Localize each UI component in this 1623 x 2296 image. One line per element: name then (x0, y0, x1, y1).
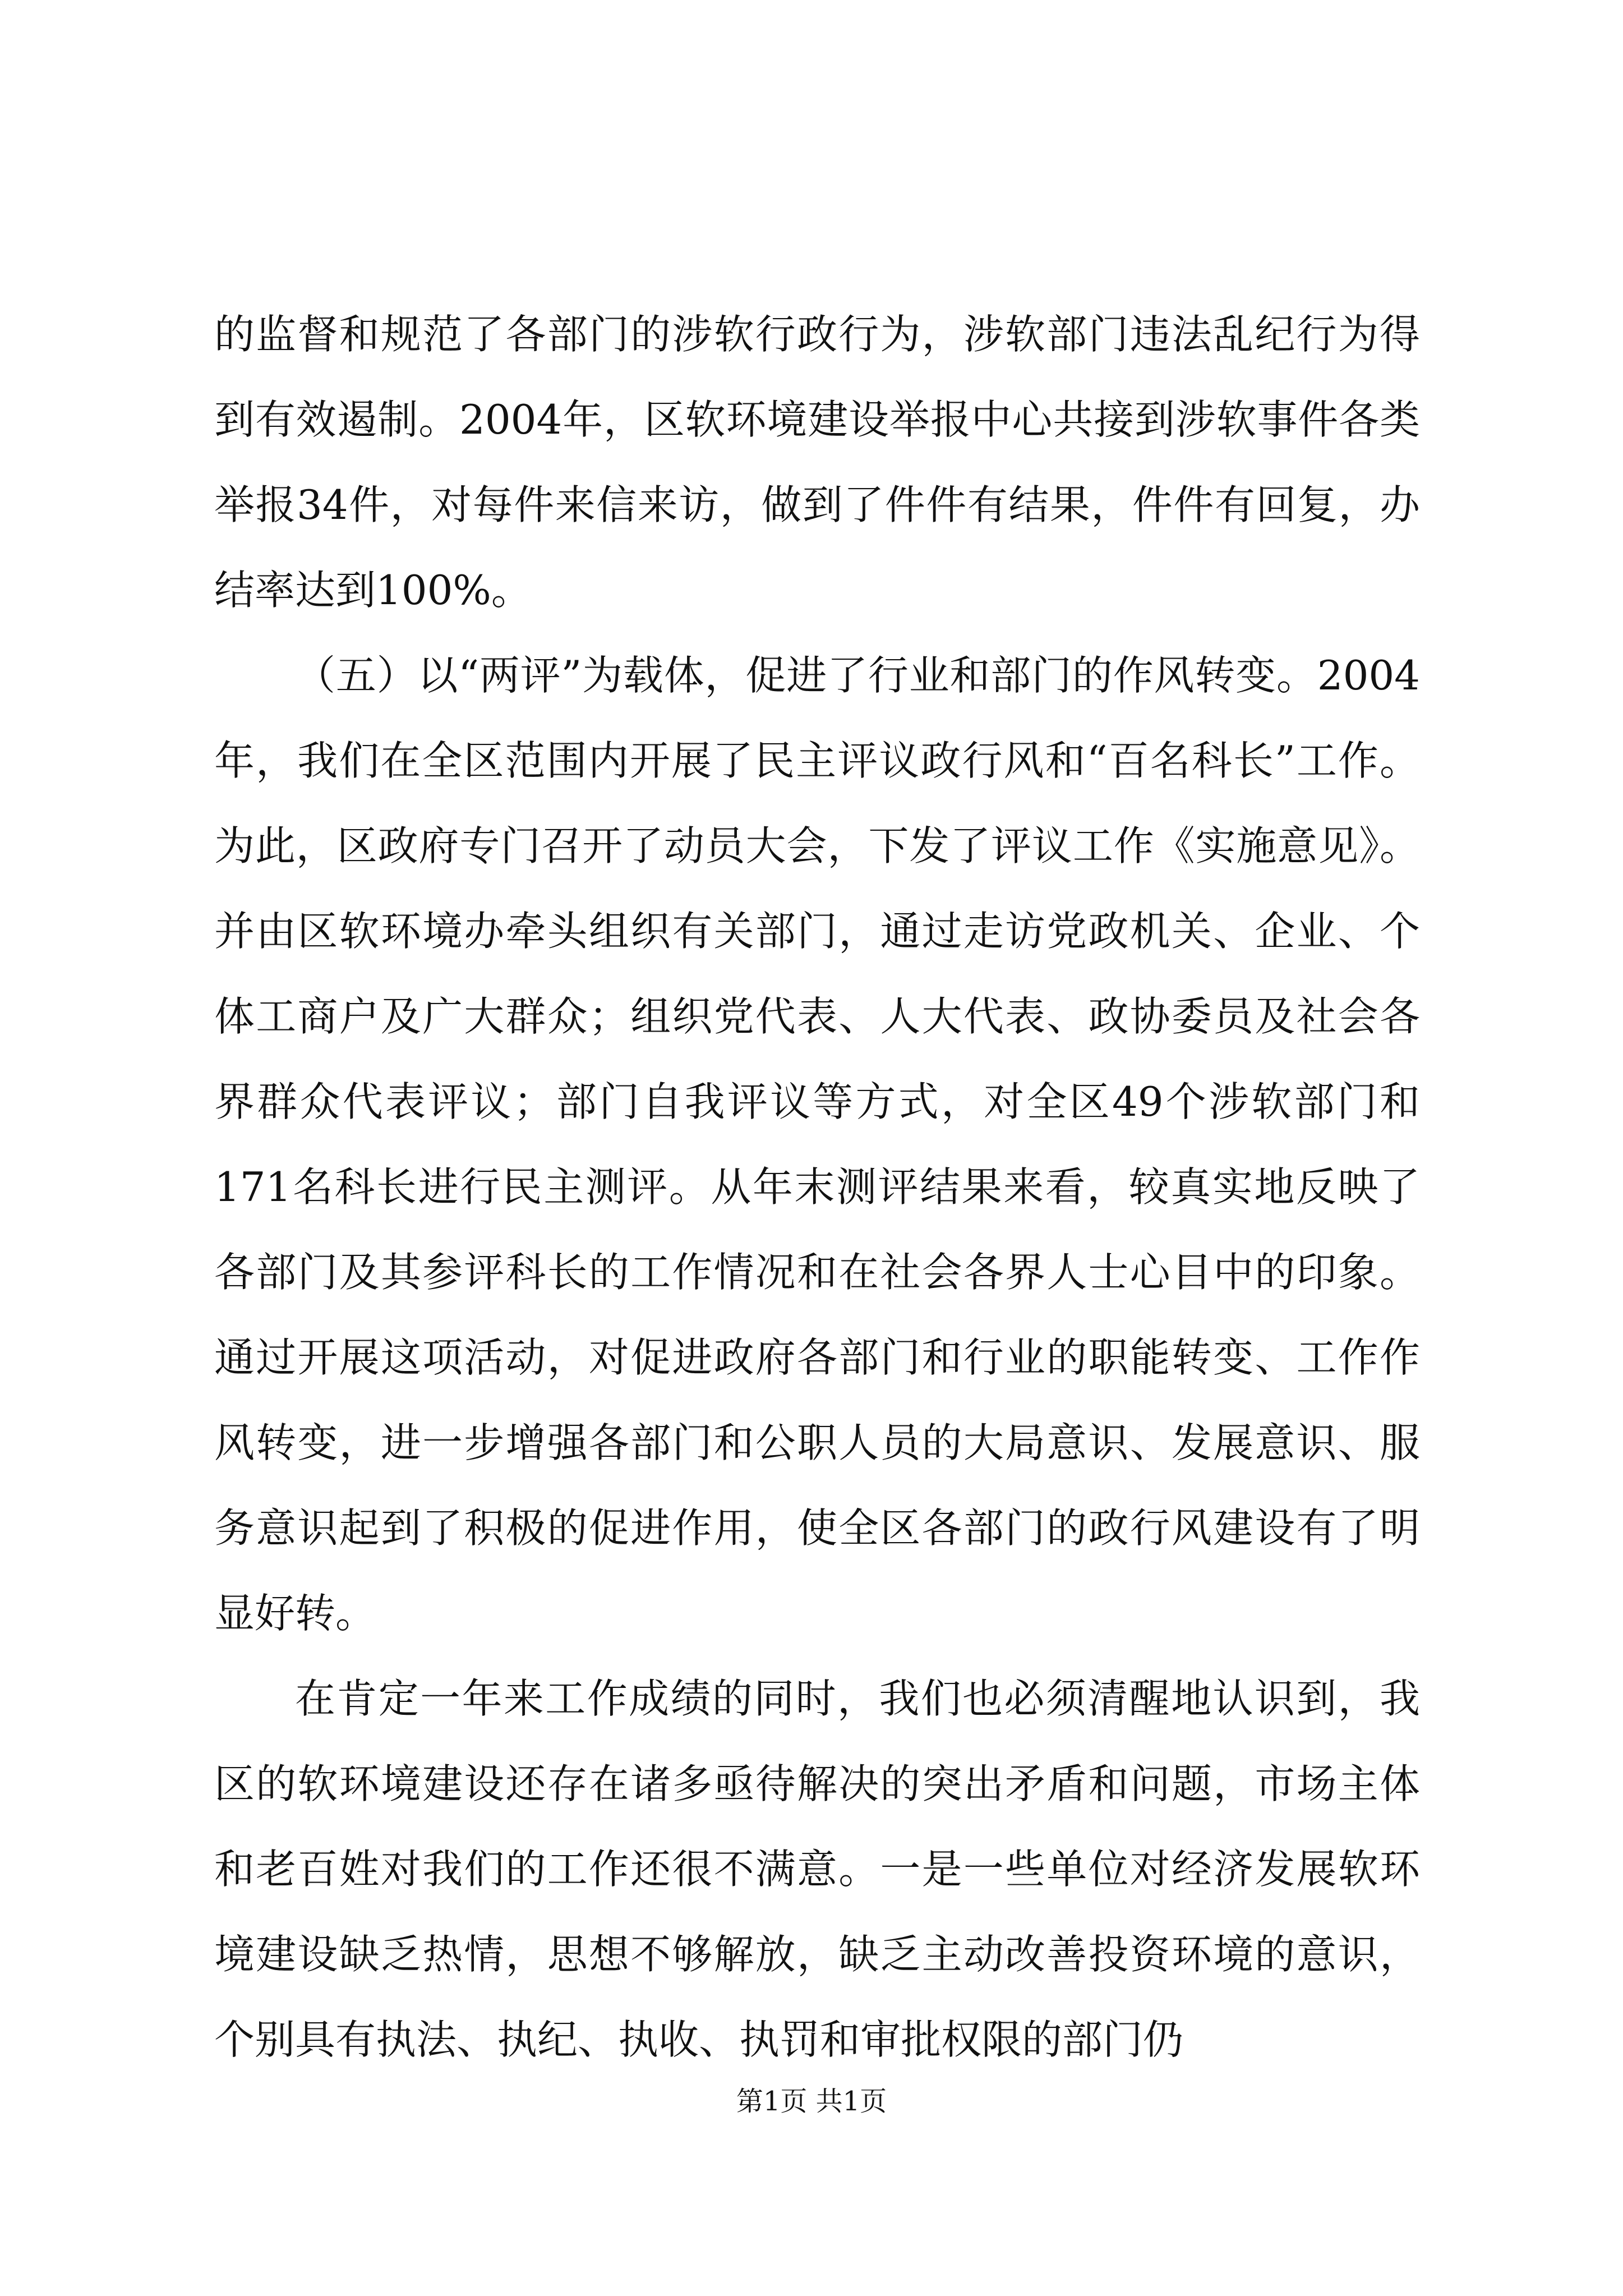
page-footer: 第1页 共1页 (736, 2086, 887, 2117)
paragraph-continuation: 的监督和规范了各部门的涉软行政行为，涉软部门违法乱纪行为得到有效遏制。2004年，区软环境建设举报中心共接到涉软事件各类举报34件，对每件来信来访，做到了件件有结果，件件有回复，办结率达到100%。 (214, 311, 1420, 614)
paragraph-section-five: （五）以“两评”为载体，促进了行业和部门的作风转变。2004年，我们在全区范围内开展了民主评议政行风和“百名科长”工作。为此，区政府专门召开了动员大会，下发了评议工作《实施意见》。并由区软环境办牵头组织有关部门，通过走访党政机关、企业、个体工商户及广大群众；组织党代表、人大代表、政协委员及社会各界群众代表评议；部门自我评议等方式，对全区49个涉软部门和171名科长进行民主测评。从年末测评结果来看，较真实地反映了各部门及其参评科长的工作情况和在社会各界人士心目中的印象。通过开展这项活动，对促进政府各部门和行业的职能转变、工作作风转变，进一步增强各部门和公职人员的大局意识、发展意识、服务意识起到了积极的促进作用，使全区各部门的政行风建设有了明显好转。 (214, 652, 1420, 1637)
paragraph-problems: 在肯定一年来工作成绩的同时，我们也必须清醒地认识到，我区的软环境建设还存在诸多亟待解决的突出矛盾和问题，市场主体和老百姓对我们的工作还很不满意。一是一些单位对经济发展软环境建设缺乏热情，思想不够解放，缺乏主动改善投资环境的意识，个别具有执法、执纪、执收、执罚和审批权限的部门仍 (214, 1675, 1420, 2063)
document-body (214, 292, 1420, 2082)
